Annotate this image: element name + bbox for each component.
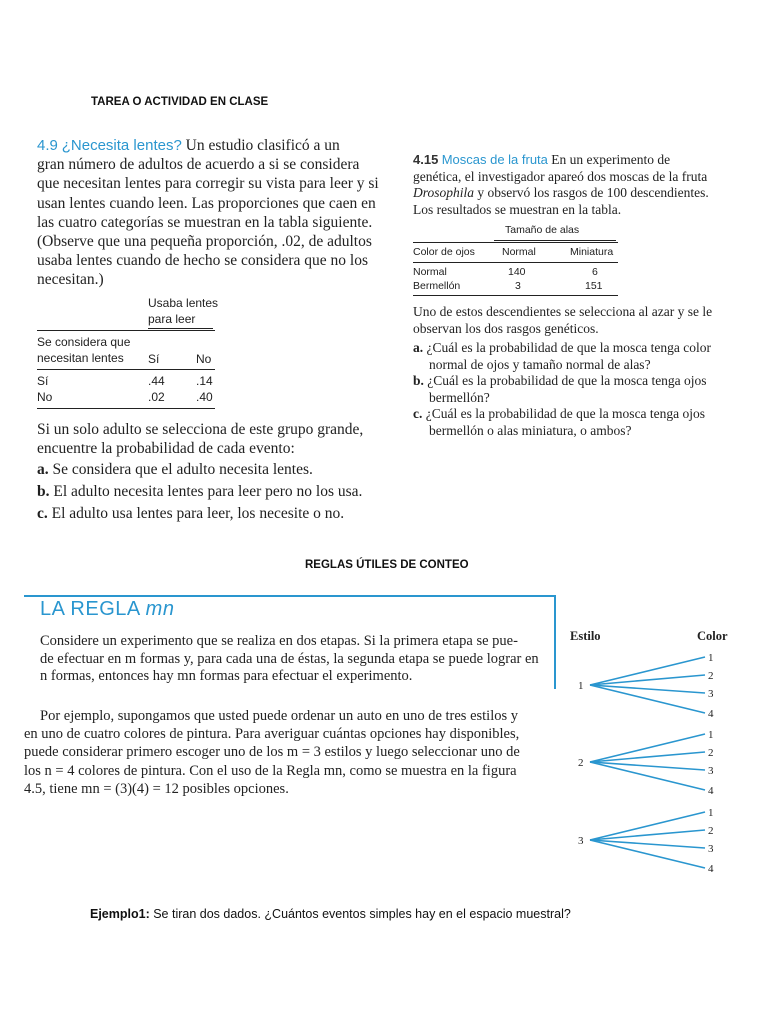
rule-example — [24, 707, 520, 798]
rule-statement — [40, 633, 539, 686]
rule-line: de efectuar en m formas y, para cada una de éstas, la segunda etapa se puede lograr en — [40, 650, 539, 667]
tree-color-label: 1 — [708, 807, 714, 819]
exercise-title: Moscas de la fruta — [441, 152, 548, 167]
table-divider — [413, 242, 618, 243]
exercise-text-line: genética, el investigador apareó dos moscas de la fruta — [413, 168, 708, 184]
table-cell: Bermellón — [413, 280, 461, 292]
tree-color-label: 4 — [708, 785, 714, 797]
table-row-header: Color de ojos — [413, 246, 475, 258]
tree-color-label: 4 — [708, 863, 714, 875]
tree-color-label: 2 — [708, 747, 714, 759]
exercise-4-9 — [37, 136, 377, 290]
table-col-header: Miniatura — [570, 246, 614, 258]
rule-example-line: puede considerar primero escoger uno de los m = 3 estilos y luego seleccionar uno de — [24, 744, 520, 761]
tree-color-label: 4 — [708, 708, 714, 720]
exercise-number: 4.9 — [37, 137, 58, 154]
exercise-text-line: Drosophila y observó los rasgos de 100 descendientes. — [413, 185, 709, 200]
list-item: c. ¿Cuál es la probabilidad de que la mosca tenga ojos — [413, 406, 706, 421]
exercise-text-line: usaba lentes cuando de hecho se considera que no los — [37, 252, 368, 270]
exercise-text-line: encuentre la probabilidad de cada evento: — [37, 440, 295, 458]
exercise-text-line: que necesitan lentes para corregir su vista para leer y si — [37, 175, 379, 193]
table-cell: No — [37, 390, 53, 404]
exercise-number: 4.15 — [413, 152, 439, 167]
table-divider — [494, 240, 616, 241]
exercise-items — [413, 340, 711, 439]
tree-diagram — [560, 620, 740, 890]
rule-title: LA REGLA mn — [40, 598, 175, 620]
table-row-header: Se considera que — [37, 335, 131, 349]
tree-color-label: 3 — [708, 765, 714, 777]
exercise-text-line: En un experimento de — [551, 152, 671, 167]
example-text: Se tiran dos dados. ¿Cuántos eventos simples hay en el espacio muestral? — [149, 907, 571, 921]
exercise-text-line: las cuatro categorías se muestran en la tabla siguiente. — [37, 213, 373, 231]
list-item: a. Se considera que el adulto necesita lentes. — [37, 461, 313, 478]
tree-color-label: 3 — [708, 688, 714, 700]
list-item: b. El adulto necesita lentes para leer pero no los usa. — [37, 483, 363, 500]
tree-color-label: 2 — [708, 825, 714, 837]
tree-style-label: 1 — [578, 680, 584, 692]
exercise-text-line: Uno de estos descendientes se selecciona al azar y se le — [413, 304, 713, 319]
tree-style-label: 3 — [578, 835, 584, 847]
table-divider — [37, 408, 215, 409]
list-item-continued: normal de ojos y tamaño normal de alas? — [429, 356, 651, 372]
exercise-text-line: Los resultados se muestran en la tabla. — [413, 201, 622, 217]
table-divider — [37, 330, 215, 331]
table-cell: Sí — [37, 374, 49, 388]
table-col-header: Sí — [148, 352, 160, 366]
rule-example-line: Por ejemplo, supongamos que usted puede ordenar un auto en uno de tres estilos y — [40, 708, 518, 724]
example-label: Ejemplo1: — [90, 907, 150, 921]
exercise-text-line: observan los dos rasgos genéticos. — [413, 320, 599, 336]
exercise-question — [413, 304, 712, 337]
rule-line: Considere un experimento que se realiza en dos etapas. Si la primera etapa se pue- — [40, 633, 518, 649]
tree-header-color: Color — [697, 629, 728, 643]
table-divider — [413, 262, 618, 263]
table-group-header: para leer — [148, 312, 196, 326]
exercise-4-15 — [413, 152, 709, 218]
tree-header-style: Estilo — [570, 629, 601, 643]
table-cell: .02 — [148, 390, 165, 404]
rule-example-line: en uno de cuatro colores de pintura. Para averiguar cuántas opciones hay disponibles, — [24, 726, 520, 743]
table-cell: Normal — [413, 266, 447, 278]
table-cell: 140 — [508, 266, 526, 278]
table-row-header: necesitan lentes — [37, 351, 124, 365]
table-cell: .14 — [196, 374, 213, 388]
tree-color-label: 2 — [708, 670, 714, 682]
table-group-header: Tamaño de alas — [505, 224, 580, 236]
list-item: c. El adulto usa lentes para leer, los necesite o no. — [37, 505, 345, 522]
tree-branches — [590, 657, 705, 868]
list-item-continued: bermellón? — [429, 389, 490, 405]
exercise-text-line: usan lentes cuando leen. Las proporciones que caen en — [37, 194, 376, 212]
exercise-text-line: (Observe que una pequeña proporción, .02, de adultos — [37, 233, 372, 251]
rule-line: n formas, entonces hay mn formas para efectuar el experimento. — [40, 668, 413, 684]
table-divider — [148, 328, 213, 329]
tree-color-label: 3 — [708, 843, 714, 855]
activity-heading: TAREA O ACTIVIDAD EN CLASE — [91, 96, 269, 108]
table-divider — [37, 369, 215, 370]
tree-color-label: 1 — [708, 729, 714, 741]
table-col-header: No — [196, 352, 212, 366]
exercise-text-line: Un estudio clasificó a un — [185, 137, 340, 154]
exercise-title: ¿Necesita lentes? — [61, 137, 182, 154]
table-col-header: Normal — [502, 246, 536, 258]
exercise-text-line: gran número de adultos de acuerdo a si se considera — [37, 156, 360, 174]
table-group-header: Usaba lentes — [148, 296, 219, 310]
tree-style-label: 2 — [578, 757, 584, 769]
list-item: a. ¿Cuál es la probabilidad de que la mosca tenga color — [413, 340, 712, 355]
example-1 — [90, 907, 571, 921]
table-divider — [413, 295, 618, 296]
table-cell: 3 — [515, 280, 521, 292]
exercise-text-line: Si un solo adulto se selecciona de este grupo grande, — [37, 421, 364, 438]
table-cell: 6 — [592, 266, 598, 278]
list-item-continued: bermellón o alas miniatura, o ambos? — [429, 422, 632, 438]
counting-rules-heading: REGLAS ÚTILES DE CONTEO — [305, 559, 469, 571]
rule-example-line: los n = 4 colores de pintura. Con el uso de la Regla mn, como se muestra en la figura — [24, 762, 517, 779]
table-cell: .44 — [148, 374, 165, 388]
table-cell: .40 — [196, 390, 213, 404]
table-cell: 151 — [585, 280, 603, 292]
exercise-text-line: necesitan.) — [37, 271, 104, 289]
exercise-items — [37, 459, 362, 525]
list-item: b. ¿Cuál es la probabilidad de que la mosca tenga ojos — [413, 373, 707, 388]
tree-color-label: 1 — [708, 652, 714, 664]
exercise-question — [37, 420, 363, 458]
rule-example-line: 4.5, tiene mn = (3)(4) = 12 posibles opciones. — [24, 780, 289, 797]
